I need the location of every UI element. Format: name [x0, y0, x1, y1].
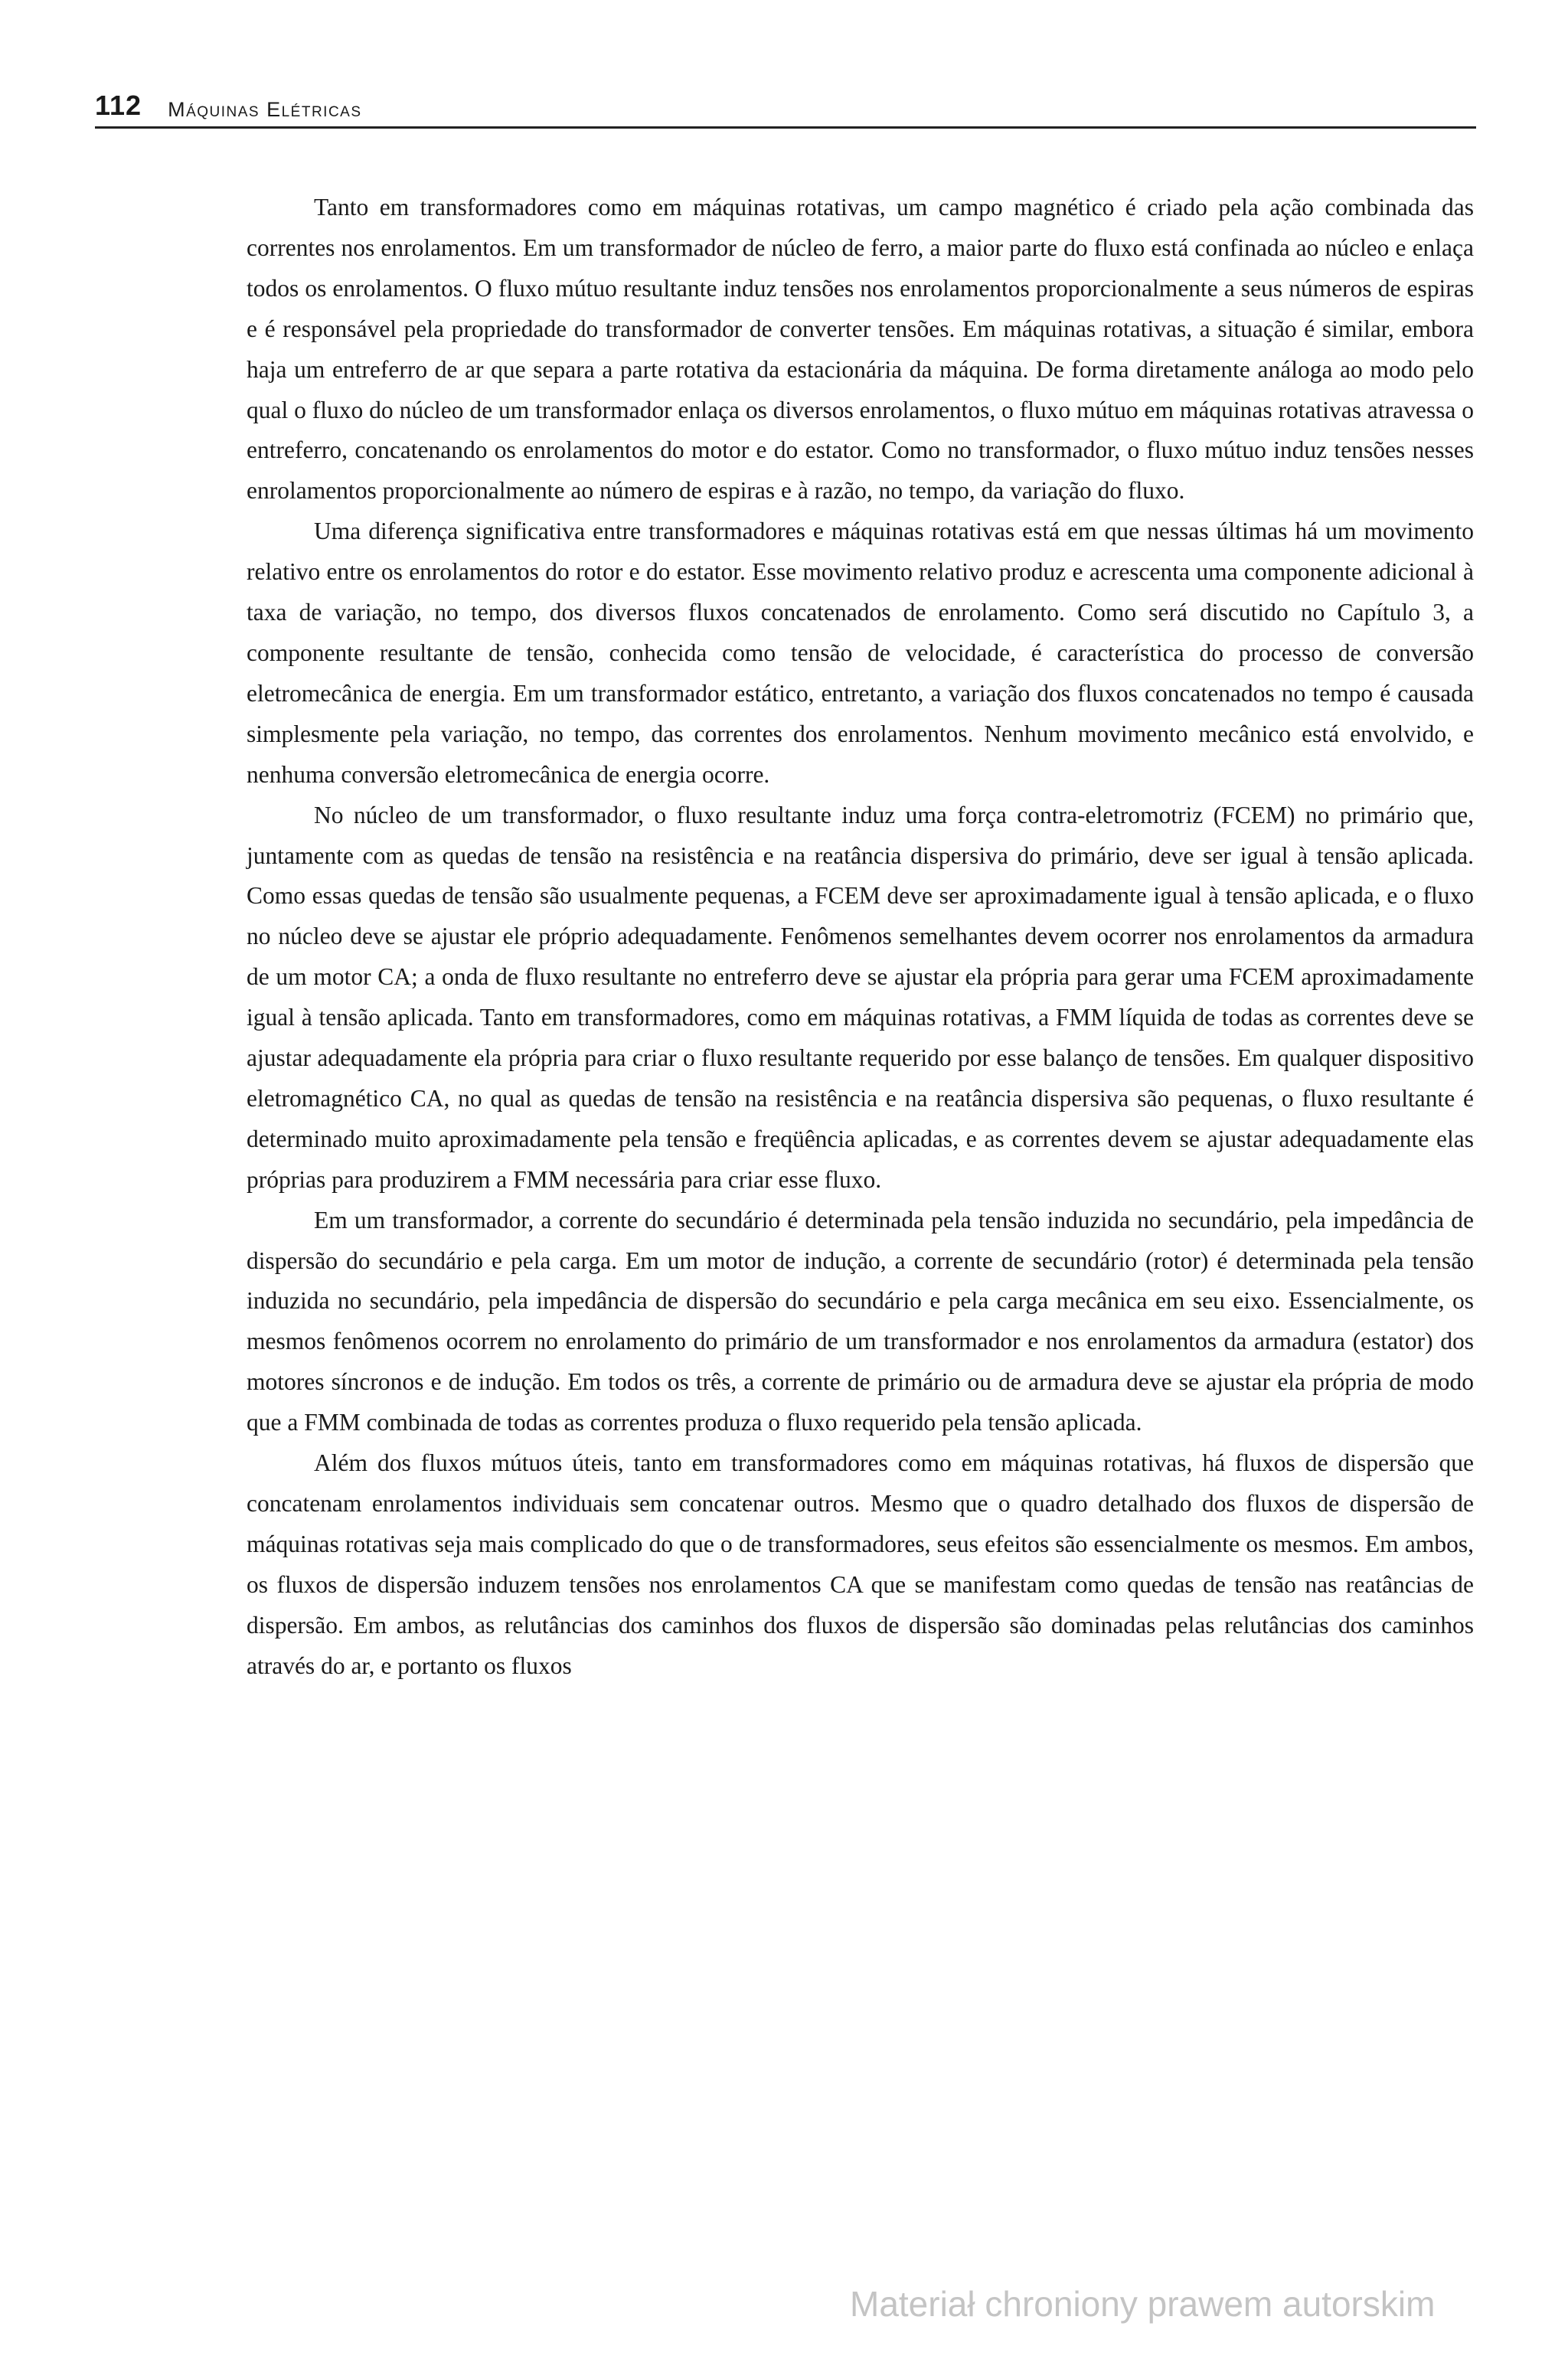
running-head: Máquinas Elétricas [168, 98, 362, 121]
paragraph: Uma diferença significativa entre transformadores e máquinas rotativas está em que nessas últimas há um movimento relativo entre os enrolamentos do rotor e do estator. Esse movimento relativo produz e acrescenta uma componente adicional à taxa de variação, no tempo, dos diversos fluxos concatenados de enrolamento. Como será discutido no Capítulo 3, a componente resultante de tensão, conhecida como tensão de velocidade, é característica do processo de conversão eletromecânica de energia. Em um transformador estático, entretanto, a variação dos fluxos concatenados no tempo é causada simplesmente pela variação, no tempo, das correntes dos enrolamentos. Nenhum movimento mecânico está envolvido, e nenhuma conversão eletromecânica de energia ocorre. [247, 518, 1474, 788]
page-number: 112 [95, 90, 142, 121]
page-header [95, 89, 1476, 129]
body-text [247, 188, 1474, 1687]
paragraph: No núcleo de um transformador, o fluxo resultante induz uma força contra-eletromotriz (FCEM) no primário que, juntamente com as quedas de tensão na resistência e na reatância dispersiva do primário, deve ser igual à tensão aplicada. Como essas quedas de tensão são usualmente pequenas, a FCEM deve ser aproximadamente igual à tensão aplicada, e o fluxo no núcleo deve se ajustar ele próprio adequadamente. Fenômenos semelhantes devem ocorrer nos enrolamentos da armadura de um motor CA; a onda de fluxo resultante no entreferro deve se ajustar ela própria para gerar uma FCEM aproximadamente igual à tensão aplicada. Tanto em transformadores, como em máquinas rotativas, a FMM líquida de todas as correntes deve se ajustar adequadamente ela própria para criar o fluxo resultante requerido por esse balanço de tensões. Em qualquer dispositivo eletromagnético CA, no qual as quedas de tensão na resistência e na reatância dispersiva são pequenas, o fluxo resultante é determinado muito aproximadamente pela tensão e freqüência aplicadas, e as correntes devem se ajustar adequadamente elas próprias para produzirem a FMM necessária para criar esse fluxo. [247, 801, 1474, 1193]
copyright-watermark: Materiał chroniony prawem autorskim [850, 2284, 1436, 2324]
paragraph: Em um transformador, a corrente do secundário é determinada pela tensão induzida no secundário, pela impedância de dispersão do secundário e pela carga. Em um motor de indução, a corrente de secundário (rotor) é determinada pela tensão induzida no secundário, pela impedância de dispersão do secundário e pela carga mecânica em seu eixo. Essencialmente, os mesmos fenômenos ocorrem no enrolamento do primário de um transformador e nos enrolamentos da armadura (estator) dos motores síncronos e de indução. Em todos os três, a corrente de primário ou de armadura deve se ajustar ela própria de modo que a FMM combinada de todas as correntes produza o fluxo requerido pela tensão aplicada. [247, 1206, 1474, 1436]
paragraph: Além dos fluxos mútuos úteis, tanto em transformadores como em máquinas rotativas, há fluxos de dispersão que concatenam enrolamentos individuais sem concatenar outros. Mesmo que o quadro detalhado dos fluxos de dispersão de máquinas rotativas seja mais complicado do que o de transformadores, seus efeitos são essencialmente os mesmos. Em ambos, os fluxos de dispersão induzem tensões nos enrolamentos CA que se manifestam como quedas de tensão nas reatâncias de dispersão. Em ambos, as relutâncias dos caminhos dos fluxos de dispersão são dominadas pelas relutâncias dos caminhos através do ar, e portanto os fluxos [247, 1449, 1474, 1679]
paragraph: Tanto em transformadores como em máquinas rotativas, um campo magnético é criado pela ação combinada das correntes nos enrolamentos. Em um transformador de núcleo de ferro, a maior parte do fluxo está confinada ao núcleo e enlaça todos os enrolamentos. O fluxo mútuo resultante induz tensões nos enrolamentos proporcionalmente a seus números de espiras e é responsável pela propriedade do transformador de converter tensões. Em máquinas rotativas, a situação é similar, embora haja um entreferro de ar que separa a parte rotativa da estacionária da máquina. De forma diretamente análoga ao modo pelo qual o fluxo do núcleo de um transformador enlaça os diversos enrolamentos, o fluxo mútuo em máquinas rotativas atravessa o entreferro, concatenando os enrolamentos do motor e do estator. Como no transformador, o fluxo mútuo induz tensões nesses enrolamentos proporcionalmente ao número de espiras e à razão, no tempo, da variação do fluxo. [247, 194, 1474, 505]
